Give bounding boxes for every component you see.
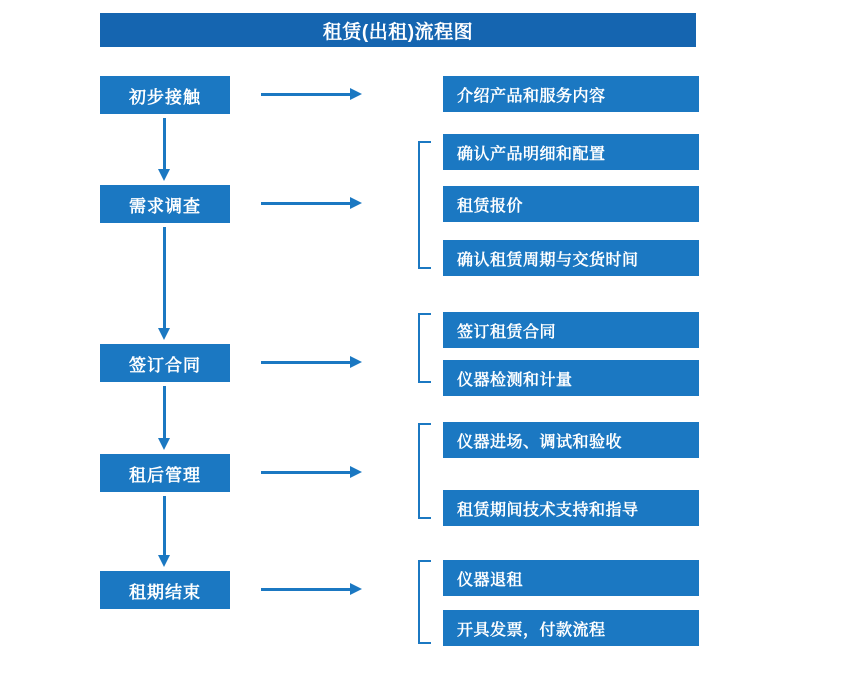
horizontal-arrow-1 <box>261 93 351 96</box>
task-box-5[interactable]: 签订租赁合同 <box>443 312 699 348</box>
task-box-7[interactable]: 仪器进场、调试和验收 <box>443 422 699 458</box>
stage-box-1[interactable]: 初步接触 <box>100 76 230 114</box>
vertical-arrow-1-2 <box>163 118 166 170</box>
bracket-group-5 <box>418 560 431 644</box>
horizontal-arrow-2 <box>261 202 351 205</box>
stage-box-3[interactable]: 签订合同 <box>100 344 230 382</box>
horizontal-arrow-5 <box>261 588 351 591</box>
task-box-8[interactable]: 租赁期间技术支持和指导 <box>443 490 699 526</box>
task-box-9[interactable]: 仪器退租 <box>443 560 699 596</box>
vertical-arrow-2-3 <box>163 227 166 329</box>
diagram-title: 租赁(出租)流程图 <box>100 13 696 47</box>
stage-box-4[interactable]: 租后管理 <box>100 454 230 492</box>
task-box-10[interactable]: 开具发票，付款流程 <box>443 610 699 646</box>
task-box-4[interactable]: 确认租赁周期与交货时间 <box>443 240 699 276</box>
stage-box-5[interactable]: 租期结束 <box>100 571 230 609</box>
task-box-1[interactable]: 介绍产品和服务内容 <box>443 76 699 112</box>
bracket-group-4 <box>418 423 431 519</box>
bracket-group-2 <box>418 141 431 269</box>
vertical-arrow-4-5 <box>163 496 166 556</box>
stage-box-2[interactable]: 需求调查 <box>100 185 230 223</box>
task-box-3[interactable]: 租赁报价 <box>443 186 699 222</box>
vertical-arrow-3-4 <box>163 386 166 439</box>
task-box-6[interactable]: 仪器检测和计量 <box>443 360 699 396</box>
horizontal-arrow-3 <box>261 361 351 364</box>
horizontal-arrow-4 <box>261 471 351 474</box>
task-box-2[interactable]: 确认产品明细和配置 <box>443 134 699 170</box>
bracket-group-3 <box>418 313 431 383</box>
